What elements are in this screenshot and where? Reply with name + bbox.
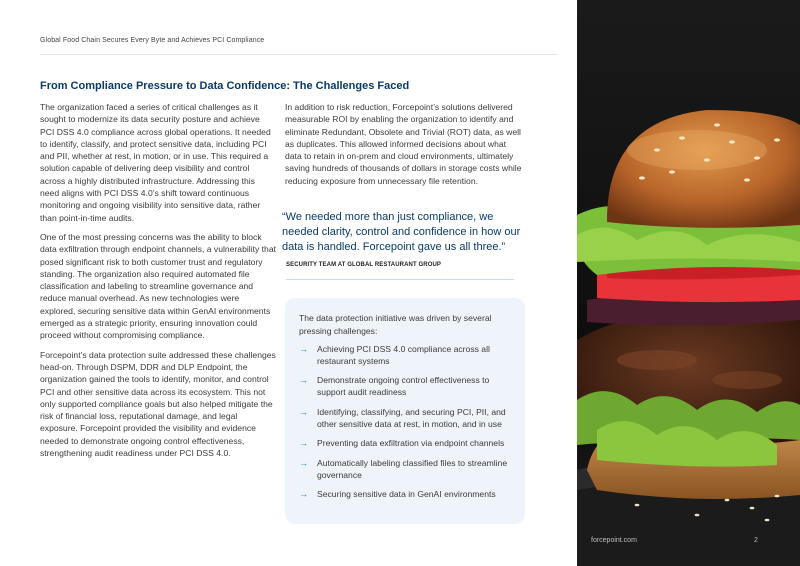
arrow-right-icon: → [299, 375, 308, 386]
list-item-text: Automatically labeling classified files to streamline governance [317, 457, 508, 480]
paragraph: Forcepoint’s data protection suite addressed these challenges head-on. Through DSPM, DDR and DLP Endpoint, the organization gained the tools to identify, monitor, and control PCI and other sensitive data across its ecosystem. This not only supported compliance goals but also helped mitigate the risk of financial loss, reputational damage, and legal exposure. Forcepoint provided the visibility and evidence needed to demonstrate ongoing control effectiveness, strengthening audit readiness under PCI DSS 4.0. [40, 349, 276, 459]
footer-url: forcepoint.com [591, 537, 637, 544]
list-item [299, 375, 513, 398]
list-item-text: Achieving PCI DSS 4.0 compliance across all restaurant systems [317, 344, 490, 366]
quote-attribution: SECURITY TEAM AT GLOBAL RESTAURANT GROUP [286, 262, 442, 268]
list-item [299, 407, 513, 430]
arrow-right-icon: → [299, 438, 308, 449]
list-item-text: Demonstrate ongoing control effectiveness to support audit readiness [317, 375, 490, 398]
quote-divider [286, 279, 514, 280]
left-column [40, 101, 276, 466]
callout-intro: The data protection initiative was driven by several pressing challenges: [299, 313, 492, 336]
pull-quote: “We needed more than just compliance, we needed clarity, control and confidence in how our data is handled. Forcepoint gave us all three.” [282, 211, 521, 253]
paragraph: The organization faced a series of critical challenges as it sought to modernize its data security posture and achieve PCI DSS 4.0 compliance across global operations. It needed to identify, classify, and protect sensitive data, including PCI and PII, whether at rest, in motion, or in use. This required a solution capable of delivering deep visibility and control across a highly distributed infrastructure. Addressing this need aligns with PCI DSS 4.0’s shift toward continuous monitoring and ongoing visibility into sensitive data, rather than point-in-time audits. [40, 102, 271, 223]
paragraph: One of the most pressing concerns was the ability to block data exfiltration through endpoint channels, a vulnerability that posed significant risk to both customer trust and regulatory standing. The organization also required automated file classification and labeling to streamline governance and reduce manual overhead. As new technologies were explored, securing sensitive data within GenAI environments emerged as a strategic priority, ensuring innovation could proceed without compromising compliance. [40, 231, 277, 341]
arrow-right-icon: → [299, 489, 308, 500]
challenges-list [299, 344, 513, 509]
list-item [299, 438, 513, 450]
list-item-text: Identifying, classifying, and securing PCI, PII, and other sensitive data at rest, in motion, and in use [317, 406, 506, 429]
page-number: 2 [754, 537, 758, 544]
section-heading: From Compliance Pressure to Data Confidence: The Challenges Faced [40, 80, 410, 92]
arrow-right-icon: → [299, 344, 308, 354]
paragraph: In addition to risk reduction, Forcepoint’s solutions delivered measurable ROI by enabling the organization to identify and eliminate Redundant, Obsolete and Trivial (ROT) data, as well as duplicates. This allowed informed decisions about what data to retain in on-prem and cloud environments, ultimately saving hundreds of thousands of dollars in storage costs while reducing exposure from unnecessary file retention. [285, 102, 522, 186]
burger-illustration [577, 0, 800, 566]
running-header: Global Food Chain Secures Every Byte and Achieves PCI Compliance [40, 37, 265, 44]
arrow-right-icon: → [299, 457, 308, 468]
list-item [299, 458, 513, 481]
list-item [299, 489, 513, 501]
right-column [285, 101, 525, 194]
list-item [299, 344, 513, 367]
burger-photo [577, 0, 800, 566]
list-item-text: Preventing data exfiltration via endpoint channels [317, 438, 505, 449]
header-divider [40, 54, 558, 55]
arrow-right-icon: → [299, 406, 308, 417]
challenges-callout [285, 298, 525, 524]
list-item-text: Securing sensitive data in GenAI environments [317, 489, 496, 500]
